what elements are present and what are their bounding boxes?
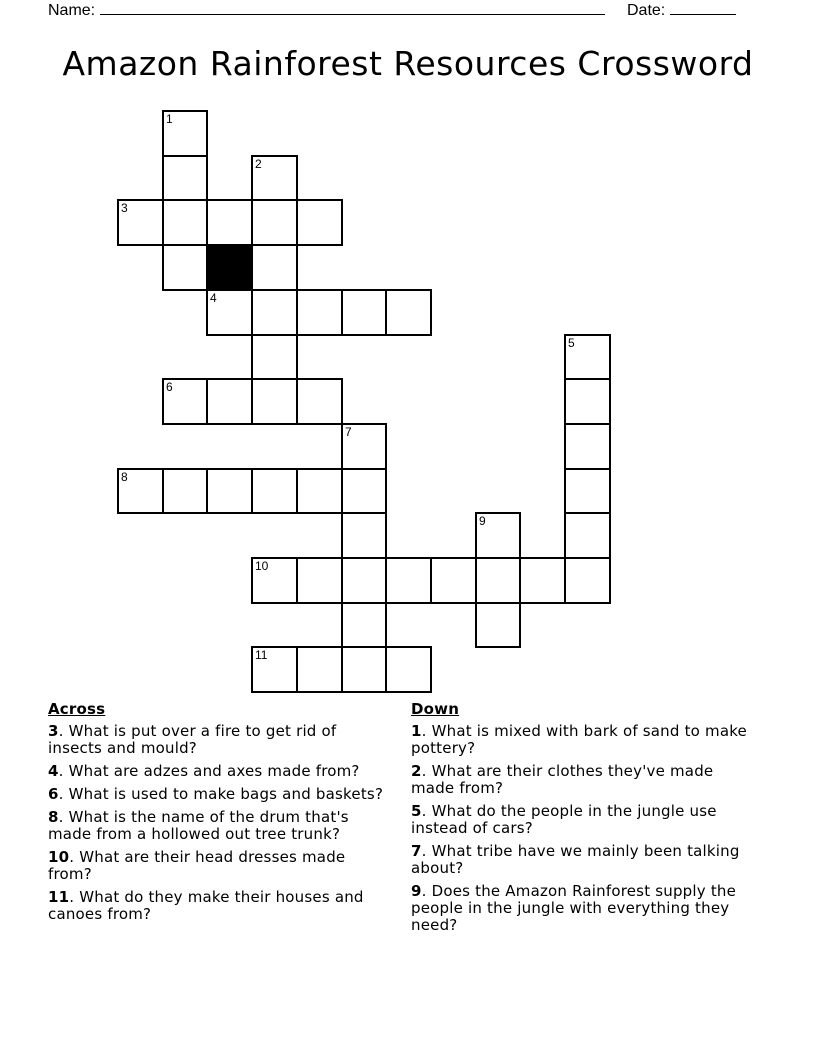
grid-cell[interactable] [251, 289, 298, 336]
grid-cell[interactable] [296, 378, 343, 425]
down-clue: 2. What are their clothes they've made made from? [411, 762, 714, 797]
clue-number: 1 [411, 722, 422, 740]
clue-number: 8 [121, 470, 128, 484]
grid-cell[interactable] [341, 423, 387, 470]
clue-text: What is the name of the drum that's made from a hollowed out tree trunk? [48, 808, 349, 843]
clue-text: Does the Amazon Rainforest supply the people in the jungle with everything they need? [411, 882, 737, 934]
grid-cell[interactable] [162, 468, 208, 514]
grid-cell[interactable] [564, 512, 611, 559]
grid-cell[interactable] [162, 244, 208, 291]
across-clue: 10. What are their head dresses made from? [48, 848, 346, 883]
grid-cell[interactable] [251, 468, 298, 514]
grid-cell[interactable] [206, 199, 253, 246]
down-clue: 7. What tribe have we mainly been talking about? [411, 842, 740, 877]
clue-number: 9 [479, 514, 486, 528]
clue-text: What is put over a fire to get rid of insects and mould? [48, 722, 337, 757]
grid-cell[interactable] [162, 378, 208, 425]
grid-cell[interactable] [385, 289, 432, 336]
grid-cell[interactable] [341, 289, 387, 336]
clue-number: 4 [48, 762, 59, 780]
down-clue: 9. Does the Amazon Rainforest supply the people in the jungle with everything they need? [411, 882, 737, 934]
across-clues [48, 701, 393, 929]
grid-cell[interactable] [162, 155, 208, 201]
clue-number: 3 [48, 722, 59, 740]
grid-cell[interactable] [564, 334, 611, 380]
across-clue: 6. What is used to make bags and baskets? [48, 785, 384, 803]
across-clue: 11. What do they make their houses and canoes from? [48, 888, 364, 923]
clue-number: 7 [345, 425, 352, 439]
grid-cell[interactable] [296, 289, 343, 336]
grid-cell[interactable] [564, 423, 611, 470]
grid-cell[interactable] [251, 199, 298, 246]
grid-cell[interactable] [296, 557, 343, 604]
grid-cell[interactable] [564, 378, 611, 425]
grid-cell[interactable] [385, 557, 432, 604]
grid-cell[interactable] [162, 199, 208, 246]
grid-cell[interactable] [162, 110, 208, 157]
grid-cell[interactable] [475, 512, 521, 559]
clue-number: 3 [121, 201, 128, 215]
page-title: Amazon Rainforest Resources Crossword [62, 44, 754, 83]
clue-text: What tribe have we mainly been talking about? [411, 842, 740, 877]
grid-cell[interactable] [475, 602, 521, 648]
clue-number: 9 [411, 882, 422, 900]
clue-text: What are their head dresses made from? [48, 848, 346, 883]
clue-number: 2 [255, 157, 262, 171]
grid-cell[interactable] [296, 646, 343, 693]
grid-cell[interactable] [430, 557, 477, 604]
grid-cell[interactable] [251, 646, 298, 693]
clue-text: What do the people in the jungle use instead of cars? [411, 802, 717, 837]
black-cell [206, 244, 253, 291]
grid-cell[interactable] [251, 334, 298, 380]
grid-cell[interactable] [519, 557, 566, 604]
across-clue: 3. What is put over a fire to get rid of insects and mould? [48, 722, 337, 757]
grid-cell[interactable] [341, 512, 387, 559]
clue-number: 10 [48, 848, 70, 866]
across-clue: 8. What is the name of the drum that's made from a hollowed out tree trunk? [48, 808, 349, 843]
clue-number: 5 [568, 336, 575, 350]
grid-cell[interactable] [475, 557, 521, 604]
grid-cell[interactable] [251, 557, 298, 604]
grid-cell[interactable] [251, 244, 298, 291]
grid-cell[interactable] [341, 468, 387, 514]
clue-number: 5 [411, 802, 422, 820]
grid-cell[interactable] [251, 155, 298, 201]
across-heading: Across [48, 700, 106, 718]
down-clue-list [411, 723, 756, 934]
name-label: Name: [48, 2, 96, 19]
grid-cell[interactable] [341, 602, 387, 648]
clue-number: 8 [48, 808, 59, 826]
grid-cell[interactable] [206, 468, 253, 514]
grid-cell[interactable] [206, 378, 253, 425]
clue-text: What are adzes and axes made from? [68, 762, 360, 780]
clue-number: 6 [166, 380, 173, 394]
grid-cell[interactable] [117, 468, 164, 514]
clue-number: 11 [48, 888, 70, 906]
clue-text: What do they make their houses and canoes from? [48, 888, 364, 923]
clue-text: What are their clothes they've made made from? [411, 762, 714, 797]
grid-cell[interactable] [564, 557, 611, 604]
grid-cell[interactable] [385, 646, 432, 693]
grid-cell[interactable] [251, 378, 298, 425]
down-clue: 1. What is mixed with bark of sand to make pottery? [411, 722, 747, 757]
clue-number: 1 [166, 112, 173, 126]
date-label: Date: [627, 2, 666, 19]
down-clue: 5. What do the people in the jungle use instead of cars? [411, 802, 717, 837]
grid-cell[interactable] [117, 199, 164, 246]
clue-text: What is mixed with bark of sand to make pottery? [411, 722, 747, 757]
clue-number: 4 [210, 291, 217, 305]
clue-number: 10 [255, 559, 269, 573]
grid-cell[interactable] [564, 468, 611, 514]
down-heading: Down [411, 700, 460, 718]
clue-number: 2 [411, 762, 422, 780]
clue-text: What is used to make bags and baskets? [68, 785, 384, 803]
grid-cell[interactable] [206, 289, 253, 336]
grid-cell[interactable] [341, 557, 387, 604]
clue-number: 7 [411, 842, 422, 860]
down-clues [411, 701, 756, 940]
grid-cell[interactable] [296, 199, 343, 246]
grid-cell[interactable] [296, 468, 343, 514]
across-clue-list [48, 723, 393, 923]
grid-cell[interactable] [341, 646, 387, 693]
across-clue: 4. What are adzes and axes made from? [48, 762, 360, 780]
clue-number: 11 [255, 648, 268, 662]
clue-number: 6 [48, 785, 59, 803]
